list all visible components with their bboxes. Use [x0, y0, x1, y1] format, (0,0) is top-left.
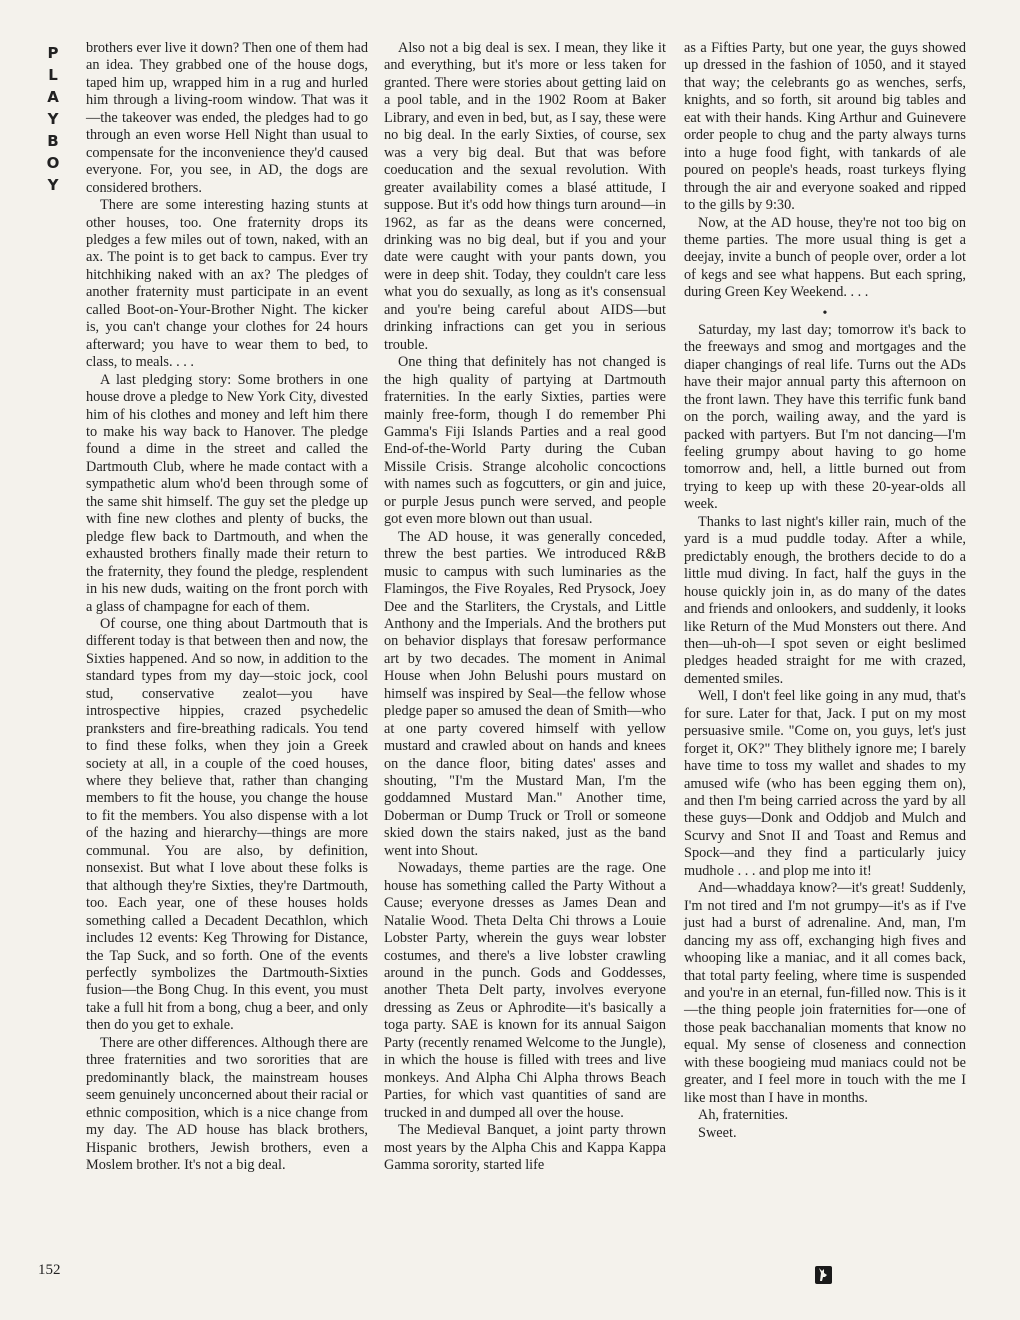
sidebar-letter: Y — [47, 110, 59, 128]
rabbit-head-end-mark-icon — [815, 1266, 832, 1284]
paragraph: Saturday, my last day; tomorrow it's back to the freeways and smog and mortgages and the diaper changings of real life. Turns out the ADs have their major annual party this afternoon on the front lawn. They have this terrific funk band on the porch, wailing away, and the yard is packed with partyers. But I'm not dancing—I'm feeling grumpy about having to go home tomorrow and, hell, a little burned out from trying to keep up with these 20-year-olds all week. — [684, 321, 966, 513]
sidebar-letter: Y — [47, 176, 59, 194]
paragraph: The Medieval Banquet, a joint party thrown most years by the Alpha Chis and Kappa Kappa Gamma sorority, started life — [384, 1122, 666, 1173]
section-break-bullet: • — [822, 305, 828, 321]
paragraph: brothers ever live it down? Then one of them had an idea. They grabbed one of the house dogs, taped him up, wrapped him in a rug and hurled him through a living-room window. That was it—the takeover was ended, the pledges had to go through an even worse Hell Night than usual to compensate for the inconvenience they'd caused everyone. For, you see, in AD, the dogs are considered brothers. — [86, 40, 369, 196]
sidebar-letter: O — [46, 154, 60, 172]
sidebar-letter: L — [48, 66, 58, 84]
paragraph: The AD house, it was generally conceded, threw the best parties. We introduced R&B music to campus with such luminaries as the Flamingos, the Five Royales, Red Prysock, Joey Dee and the Starliters, the Crystals, and Little Anthony and the Imperials. And the brothers put on behavior displays that foresaw performance art by two decades. The moment in Animal House when John Belushi pours mustard on himself was inspired by Seal—the fellow whose pledge paper so amused the dean of Smith—who at one party covered himself with yellow mustard and crawled about on hands and knees on the dance floor, biting dates' asses and shouting, "I'm the Mustard Man, I'm the goddamned Mustard Man." Another time, Doberman or Dump Truck or Troll or someone skied down the stairs naked, just as the band went into Shout. — [384, 528, 666, 859]
paragraph: One thing that definitely has not changed is the high quality of partying at Dartmouth fraternities. In the early Sixties, parties were mainly free-form, though I do remember Phi Gamma's Fiji Islands Parties and a real good End-of-the-World Party during the Cuban Missile Crisis. Strange alcoholic concoctions with names such as fogcutters, or gin and juice, or purple Jesus punch were served, and people got even more blown out than usual. — [384, 354, 666, 528]
paragraph: Well, I don't feel like going in any mud, that's for sure. Later for that, Jack. I put on my most persuasive smile. "Come on, you guys, let's just forget it, OK?" They blithely ignore me; I barely have time to toss my wallet and shades to my amused wife (who has been egging them on), and then I'm being carried across the yard by all these guys—Donk and Oddjob and Mulch and Scurvy and Snot II and Toast and Remus and Spock—and they find a particularly juicy mudhole . . . and plop me into it! — [684, 688, 966, 879]
paragraph: Sweet. — [698, 1124, 737, 1141]
paragraph: Now, at the AD house, they're not too big on theme parties. The more usual thing is get a deejay, invite a bunch of people over, order a lot of kegs and see what happens. But each spring, during Green Key Weekend. . . . — [684, 214, 966, 301]
paragraph: There are other differences. Although there are three fraternities and two sororities that are predominantly black, the mainstream houses seem genuinely unconcerned about their racial or ethnic composition, which is a nice change from my day. The AD house has black brothers, Hispanic brothers, Jewish brothers, even a Moslem brother. It's not a big deal. — [86, 1034, 368, 1173]
article-column-2 — [384, 40, 666, 1174]
magazine-sidebar-label — [40, 42, 66, 196]
paragraph: And—whaddaya know?—it's great! Suddenly, I'm not tired and I'm not grumpy—it's as if I've just had a burst of adrenaline. And, man, I'm dancing my ass off, exchanging high fives and whooping like a maniac, and it all comes back, that total party feeling, where time is suspended and you're in an eternal, fun-filled now. This is it—the thing people join fraternities for—one of those peak bacchanalian moments that know no equal. My sense of closeness and connection with these boogieing mud maniacs could not be greater, and I feel more in touch with the me I like most than I have in months. — [684, 880, 966, 1106]
sidebar-letter: B — [47, 132, 59, 150]
paragraph: A last pledging story: Some brothers in one house drove a pledge to New York City, divested him of his clothes and money and left him there to make his way back to Hanover. The pledge found a dime in the street and called the Dartmouth Club, where he made contact with a sympathetic alum who'd been through some of the same shit himself. The guy set the pledge up with fine new clothes and plenty of bucks, the pledge flew back to Dartmouth, and when the exhausted brothers finally made their return to the fraternity, they found the pledge, resplendent in his new duds, waiting on the front porch with a glass of champagne for each of them. — [86, 371, 368, 615]
paragraph: Ah, fraternities. — [698, 1107, 789, 1124]
paragraph: Thanks to last night's killer rain, much of the yard is a mud puddle today. After a while, predictably enough, the brothers decide to do a little mud diving. In fact, half the guys in the house quickly join in, as do many of the dates and friends and onlookers, and suddenly, it looks like Return of the Mud Monsters out there. And then—uh-oh—I spot seven or eight beslimed pledges headed straight for me with crazed, demented smiles. — [684, 513, 966, 687]
paragraph: as a Fifties Party, but one year, the guys showed up dressed in the fashion of 1050, and it stayed that way; the celebrants go as wenches, serfs, knights, and so forth, sit around big tables and eat with their hands. King Arthur and Guinevere order people to chug and the party always turns into a huge food fight, with tankards of ale poured on people's heads, roast turkeys flying through the air and everyone soaked and ripped to the gills by 9:30. — [684, 40, 966, 214]
paragraph: There are some interesting hazing stunts at other houses, too. One fraternity drops its pledges a few miles out of town, naked, with an ax. The point is to get back to campus. Ever try hitchhiking naked with an ax? The pledges of another fraternity must participate in an event called Boot-on-Your-Brother Night. The kicker is, you can't change your clothes for 24 hours afterward; you have to wear them to bed, to class, to meals. . . . — [86, 197, 368, 371]
paragraph: Nowadays, theme parties are the rage. One house has something called the Party Without a Cause; everyone dresses as James Dean and Natalie Wood. Theta Delta Chi throws a Louie Lobster Party, wherein the guys wear lobster costumes, and there's a live lobster crawling around in the punch. Gods and Goddesses, another Theta Delt party, involves everyone dressing as Zeus or Aphrodite—it's basically a toga party. SAE is known for its annual Saigon Party (recently renamed Welcome to the Jungle), in which the house is filled with trees and live monkeys. And Alpha Chi Alpha throws Beach Parties, for which vast quantities of sand are trucked in and dumped all over the house. — [384, 860, 666, 1121]
paragraph: Of course, one thing about Dartmouth that is different today is that between then and now, the Sixties happened. And so now, in addition to the standard types from my day—stoic jock, cool stud, conservative zealot—you have introspective hippies, crazed psychedelic pranksters and fire-breathing radicals. You tend to find these folks, when they join a Greek society at all, in a couple of the coed houses, where they believe that, rather than changing members to fit the house, you change the house to fit the members. You also dispense with a lot of the hazing and hierarchy—things are more communal. You are also, by definition, nonsexist. But what I love about these folks is that although they're Sixties, they're Dartmouth, too. Each year, one of these houses holds something called a Decadent Decathlon, which includes 12 events: Keg Throwing for Distance, the Tap Suck, and so forth. One of the events perfectly symbolizes the Dartmouth-Sixties fusion—the Bong Chug. In this event, you must take a full hit from a bong, chug a beer, and only then do you get to exhale. — [86, 615, 368, 1034]
article-column-3 — [684, 40, 966, 1142]
article-column-1 — [86, 40, 368, 1174]
page-number: 152 — [38, 1262, 61, 1278]
sidebar-letter: P — [47, 44, 59, 62]
sidebar-letter: A — [47, 88, 59, 106]
paragraph: Also not a big deal is sex. I mean, they like it and everything, but it's more or less taken for granted. There were stories about getting laid on a pool table, and in the 1902 Room at Baker Library, and even in bed, but, as I say, these were no big deal. In the early Sixties, of course, sex was a very big deal. But that was before coeducation and the sexual revolution. With greater availability comes a blasé attitude, I suppose. But it's odd how things turn around—in 1962, as far as the deans were concerned, drinking was no big deal, but if you and your date were caught with your pants down, you were in deep shit. Today, they couldn't care less what you do sexually, as long as it's consensual and you're being careful about AIDS—but drinking infractions can get you in serious trouble. — [384, 40, 666, 353]
